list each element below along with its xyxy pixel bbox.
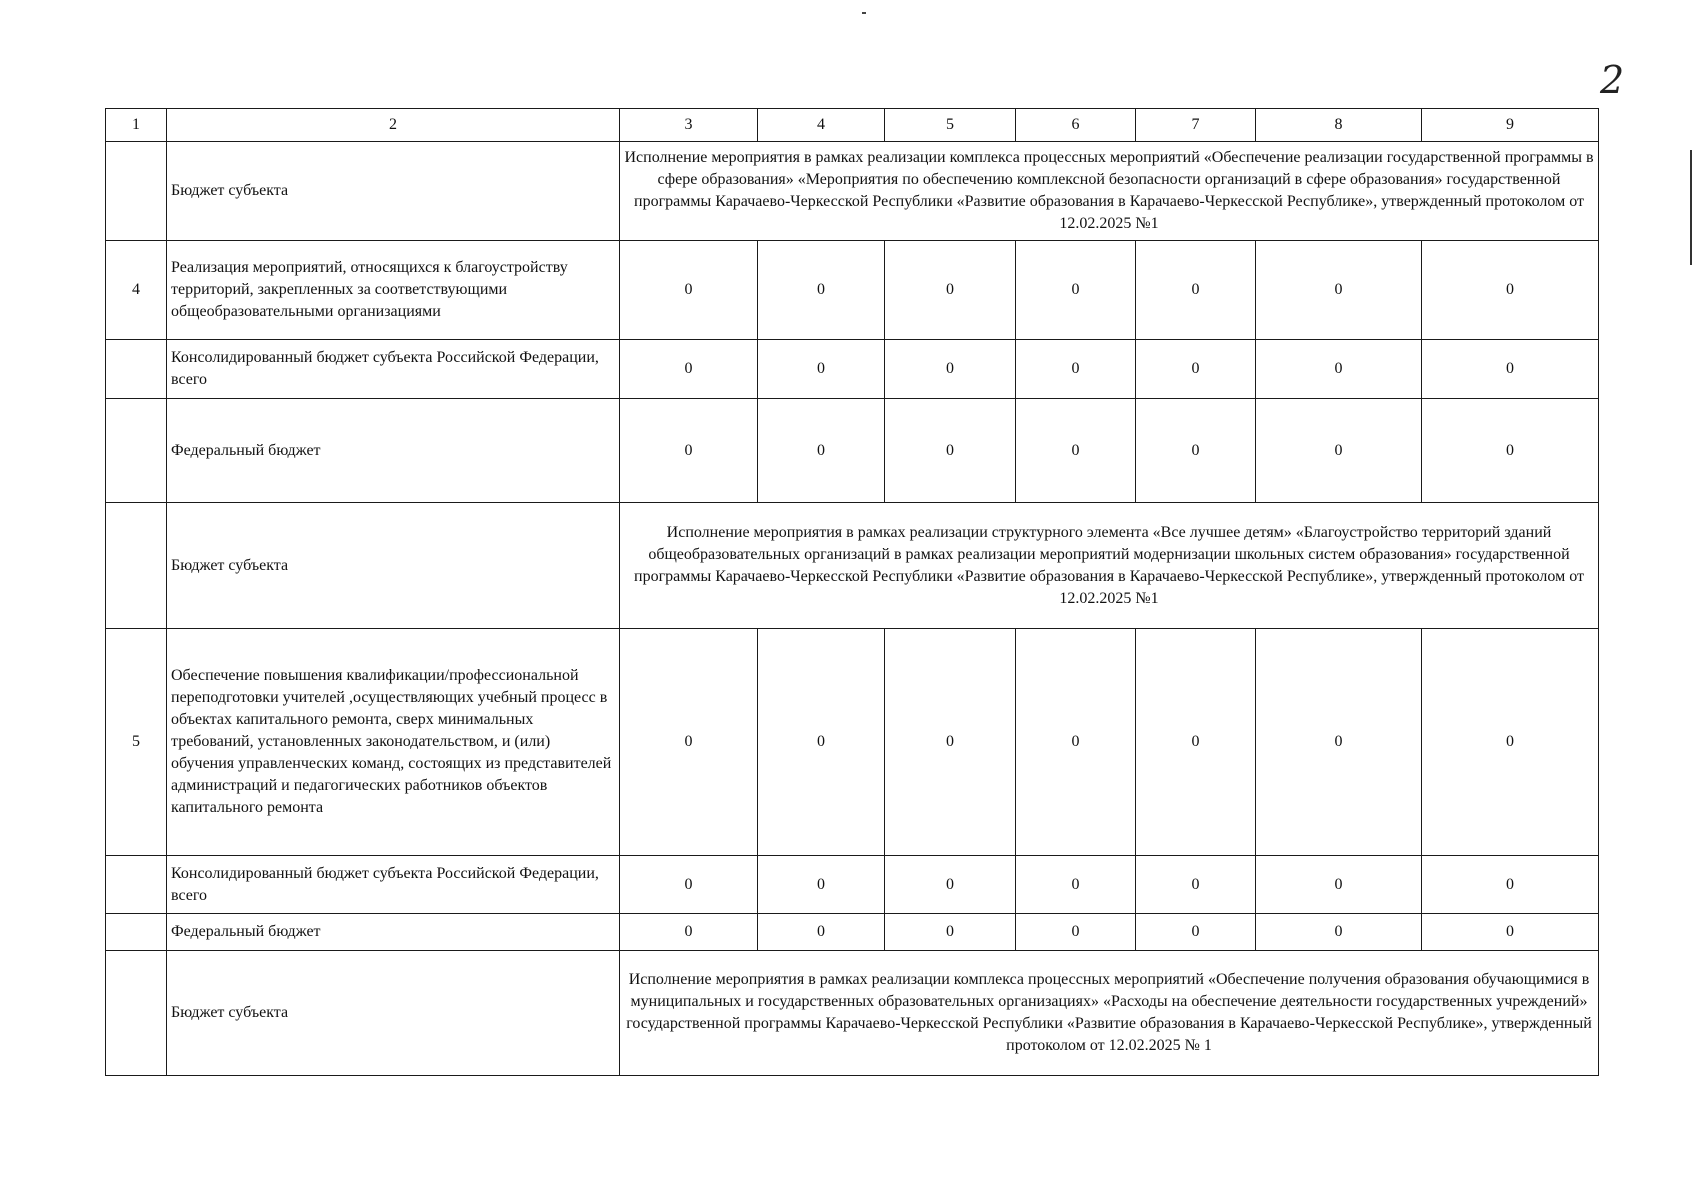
value-cell: 0	[1016, 241, 1136, 340]
header-cell: 2	[167, 109, 620, 142]
value-cell: 0	[1256, 399, 1422, 503]
value-cell: 0	[1136, 399, 1256, 503]
value-cell: 0	[885, 914, 1016, 951]
table-row	[106, 142, 1599, 241]
value-cell: 0	[1256, 856, 1422, 914]
row-name-cell: Консолидированный бюджет субъекта Российской Федерации, всего	[167, 856, 620, 914]
row-name-cell: Федеральный бюджет	[167, 914, 620, 951]
page-number: 2	[1600, 58, 1625, 102]
value-cell: 0	[885, 340, 1016, 399]
value-cell: 0	[1016, 856, 1136, 914]
value-cell: 0	[1016, 399, 1136, 503]
value-cell: 0	[885, 241, 1016, 340]
value-cell: 0	[758, 340, 885, 399]
value-cell: 0	[1136, 340, 1256, 399]
scan-speck	[862, 12, 866, 14]
table-row	[106, 340, 1599, 399]
table-row	[106, 503, 1599, 629]
merged-description-cell: Исполнение мероприятия в рамках реализации структурного элемента «Все лучшее детям» «Благоустройство территорий зданий общеобразовательных организаций в рамках реализации мероприятий модернизации школьных систем образования» государственной программы Карачаево-Черкесской Республики «Развитие образования в Карачаево-Черкесской Республике», утвержденный протоколом от 12.02.2025 №1	[620, 503, 1599, 629]
table-body	[106, 109, 1599, 1076]
row-number-cell: 4	[106, 241, 167, 340]
value-cell: 0	[758, 856, 885, 914]
value-cell: 0	[1016, 914, 1136, 951]
value-cell: 0	[885, 399, 1016, 503]
value-cell: 0	[758, 914, 885, 951]
row-number-cell	[106, 914, 167, 951]
value-cell: 0	[1136, 856, 1256, 914]
header-cell: 3	[620, 109, 758, 142]
value-cell: 0	[1136, 629, 1256, 856]
value-cell: 0	[620, 629, 758, 856]
value-cell: 0	[758, 241, 885, 340]
value-cell: 0	[1422, 399, 1599, 503]
header-cell: 1	[106, 109, 167, 142]
value-cell: 0	[885, 629, 1016, 856]
table-header-row	[106, 109, 1599, 142]
merged-description-cell: Исполнение мероприятия в рамках реализации комплекса процессных мероприятий «Обеспечение получения образования обучающимися в муниципальных и государственных образовательных организациях» «Расходы на обеспечение деятельности государственных учреждений» государственной программы Карачаево-Черкесской Республики «Развитие образования в Карачаево-Черкесской Республике», утвержденный протоколом от 12.02.2025 № 1	[620, 951, 1599, 1076]
row-name-cell: Консолидированный бюджет субъекта Российской Федерации, всего	[167, 340, 620, 399]
header-cell: 4	[758, 109, 885, 142]
header-cell: 6	[1016, 109, 1136, 142]
header-cell: 7	[1136, 109, 1256, 142]
row-name-cell: Бюджет субъекта	[167, 142, 620, 241]
table-row	[106, 914, 1599, 951]
row-number-cell	[106, 503, 167, 629]
value-cell: 0	[758, 399, 885, 503]
value-cell: 0	[620, 399, 758, 503]
value-cell: 0	[1016, 340, 1136, 399]
table-row	[106, 241, 1599, 340]
header-cell: 5	[885, 109, 1016, 142]
row-name-cell: Обеспечение повышения квалификации/профессиональной переподготовки учителей ,осуществляющих учебный процесс в объектах капитального ремонта, сверх минимальных требований, установленных законодательством, и (или) обучения управленческих команд, состоящих из представителей администраций и педагогических работников объектов капитального ремонта	[167, 629, 620, 856]
value-cell: 0	[1422, 914, 1599, 951]
row-name-cell: Бюджет субъекта	[167, 503, 620, 629]
row-name-cell: Реализация мероприятий, относящихся к благоустройству территорий, закрепленных за соответствующими общеобразовательными организациями	[167, 241, 620, 340]
merged-description-cell: Исполнение мероприятия в рамках реализации комплекса процессных мероприятий «Обеспечение реализации государственной программы в сфере образования» «Мероприятия по обеспечению комплексной безопасности организаций в сфере образования» государственной программы Карачаево-Черкесской Республики «Развитие образования в Карачаево-Черкесской Республике», утвержденный протоколом от 12.02.2025 №1	[620, 142, 1599, 241]
value-cell: 0	[620, 241, 758, 340]
value-cell: 0	[1256, 914, 1422, 951]
value-cell: 0	[620, 856, 758, 914]
row-name-cell: Федеральный бюджет	[167, 399, 620, 503]
row-number-cell	[106, 399, 167, 503]
value-cell: 0	[1422, 241, 1599, 340]
value-cell: 0	[758, 629, 885, 856]
row-number-cell	[106, 340, 167, 399]
value-cell: 0	[1136, 914, 1256, 951]
table-row	[106, 629, 1599, 856]
value-cell: 0	[1422, 856, 1599, 914]
value-cell: 0	[885, 856, 1016, 914]
header-cell: 8	[1256, 109, 1422, 142]
table-row	[106, 951, 1599, 1076]
value-cell: 0	[1016, 629, 1136, 856]
value-cell: 0	[620, 914, 758, 951]
value-cell: 0	[1422, 340, 1599, 399]
value-cell: 0	[1136, 241, 1256, 340]
value-cell: 0	[1256, 241, 1422, 340]
row-number-cell: 5	[106, 629, 167, 856]
budget-table	[105, 108, 1599, 1076]
row-name-cell: Бюджет субъекта	[167, 951, 620, 1076]
scan-edge-mark	[1690, 150, 1692, 265]
row-number-cell	[106, 142, 167, 241]
row-number-cell	[106, 951, 167, 1076]
value-cell: 0	[1422, 629, 1599, 856]
value-cell: 0	[620, 340, 758, 399]
row-number-cell	[106, 856, 167, 914]
header-cell: 9	[1422, 109, 1599, 142]
table-row	[106, 399, 1599, 503]
value-cell: 0	[1256, 629, 1422, 856]
value-cell: 0	[1256, 340, 1422, 399]
table-row	[106, 856, 1599, 914]
